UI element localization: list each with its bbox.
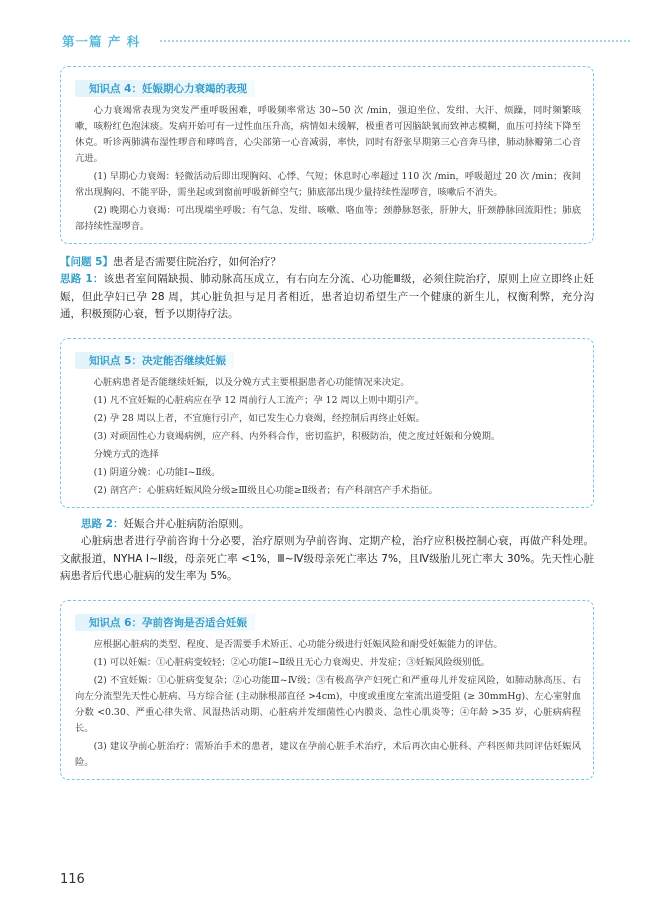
box-paragraph: (1) 凡不宜妊娠的心脏病应在孕 12 周前行人工流产；孕 12 周以上则中期引产。 <box>93 394 425 406</box>
box-paragraph: (3) 建议孕前心脏治疗：需矫治手术的患者，建议在孕前心脏手术治疗，术后再次由心脏科、产科医师共同评估妊娠风险。 <box>75 740 581 768</box>
page-number: 116 <box>60 872 85 887</box>
body-paragraph: 心脏病患者进行孕前咨询十分必要，治疗原则为孕前咨询、定期产检，治疗应积极控制心衰，再做产科处理。文献报道，NYHA Ⅰ~Ⅱ级，母亲死亡率 <1%，Ⅲ~Ⅳ级母亲死亡率达 7%，且Ⅳ级胎儿死亡率大 30%。先天性心脏病患者后代患心脏病的发生率为 5%。 <box>60 535 594 582</box>
box-paragraph: (1) 可以妊娠：①心脏病变较轻；②心功能Ⅰ~Ⅱ级且无心力衰竭史、并发症；③妊娠风险级别低。 <box>93 656 491 668</box>
box-paragraph: (1) 早期心力衰竭：轻微活动后即出现胸闷、心悸、气短；休息时心率超过 110 次 /min，呼吸超过 20 次 /min；夜间常出现胸闷、不能平卧，需坐起或到窗前呼吸新鲜空气；肺底部出现少量持续性湿啰音，咳嗽后不消失。 <box>75 171 581 198</box>
box-paragraph: (2) 孕 28 周以上者，不宜施行引产，如已发生心力衰竭，经控制后再终止妊娠。 <box>93 412 425 424</box>
page-content <box>60 66 594 780</box>
thought-tag: 思路 2： <box>81 517 124 530</box>
question-tag: 【问题 5】 <box>60 256 113 268</box>
box-paragraph: (1) 阴道分娩：心功能Ⅰ~Ⅱ级。 <box>93 466 221 478</box>
chapter-title: 第一篇 产 科 <box>62 34 141 49</box>
question-5 <box>60 254 594 271</box>
box-paragraph: (2) 剖宫产：心脏病妊娠风险分级≥Ⅲ级且心功能≥Ⅱ级者；有产科剖宫产手术指征。 <box>93 484 439 496</box>
knowledge-box-title: 知识点 6：孕前咨询是否适合妊娠 <box>75 614 255 631</box>
knowledge-box-6 <box>60 600 594 780</box>
box-paragraph: (2) 不宜妊娠：①心脏病变复杂；②心功能Ⅲ~Ⅳ级；③有极高孕产妇死亡和严重母儿并发症风险，如肺动脉高压、右向左分流型先天性心脏病、马方综合征 (主动脉根部直径 >4cm)，中度或重度左室流出道受阻 (≥ 30mmHg)、左心室射血分数 <0.30、严重心律失常、风湿热活动期、心脏病并发细菌性心内膜炎、急性心肌炎等；④年龄 >35 岁，心脏病病程长。 <box>75 674 581 734</box>
box-paragraph: (2) 晚期心力衰竭：可出现端坐呼吸；有气急、发绀、咳嗽、咯血等；颈静脉怒张，肝肿大，肝颈静脉回流阳性；肺底部持续性湿啰音。 <box>75 205 581 232</box>
thought-text: 该患者室间隔缺损、肺动脉高压成立，有右向左分流、心功能Ⅲ级，必须住院治疗，原则上应立即终止妊娠，但此孕妇已孕 28 周，其心脏负担与足月者相近，患者迫切希望生产一个健康的新生儿，权衡利弊，充分沟通，积极预防心衰，暂予以期待疗法。 <box>60 273 594 320</box>
question-text: 患者是否需要住院治疗，如何治疗？ <box>112 256 281 268</box>
knowledge-box-title: 知识点 5：决定能否继续妊娠 <box>75 352 234 369</box>
knowledge-box-5 <box>60 338 594 508</box>
header-divider <box>160 40 630 46</box>
thought-text: 妊娠合并心脏病防治原则。 <box>123 517 250 530</box>
box-paragraph: 心力衰竭常表现为突发严重呼吸困难，呼吸频率常达 30~50 次 /min，强迫坐位、发绀、大汗、烦躁，同时频繁咳嗽，咳粉红色泡沫痰。发病开始可有一过性血压升高，病情如未缓解，极重者可因脑缺氧而致神志模糊，血压可持续下降至休克。听诊两肺满布湿性啰音和哮鸣音，心尖部第一心音减弱，率快，同时有舒张早期第三心音奔马律，肺动脉瓣第二心音亢进。 <box>75 105 581 164</box>
knowledge-box-title: 知识点 4：妊娠期心力衰竭的表现 <box>75 80 255 97</box>
thought-2 <box>60 516 594 534</box>
box-paragraph: (3) 对顽固性心力衰竭病例，应产科、内外科合作，密切监护，积极防治，使之度过妊娠和分娩期。 <box>93 430 501 442</box>
thought-1 <box>60 271 594 324</box>
knowledge-box-4 <box>60 66 594 244</box>
thought-tag: 思路 1： <box>60 273 104 285</box>
box-paragraph: 心脏病患者是否能继续妊娠，以及分娩方式主要根据患者心功能情况来决定。 <box>93 376 410 388</box>
page-header <box>0 26 660 54</box>
box-paragraph: 应根据心脏病的类型、程度、是否需要手术矫正、心功能分级进行妊娠风险和耐受妊娠能力的评估。 <box>93 638 503 650</box>
box-paragraph: 分娩方式的选择 <box>93 448 159 460</box>
